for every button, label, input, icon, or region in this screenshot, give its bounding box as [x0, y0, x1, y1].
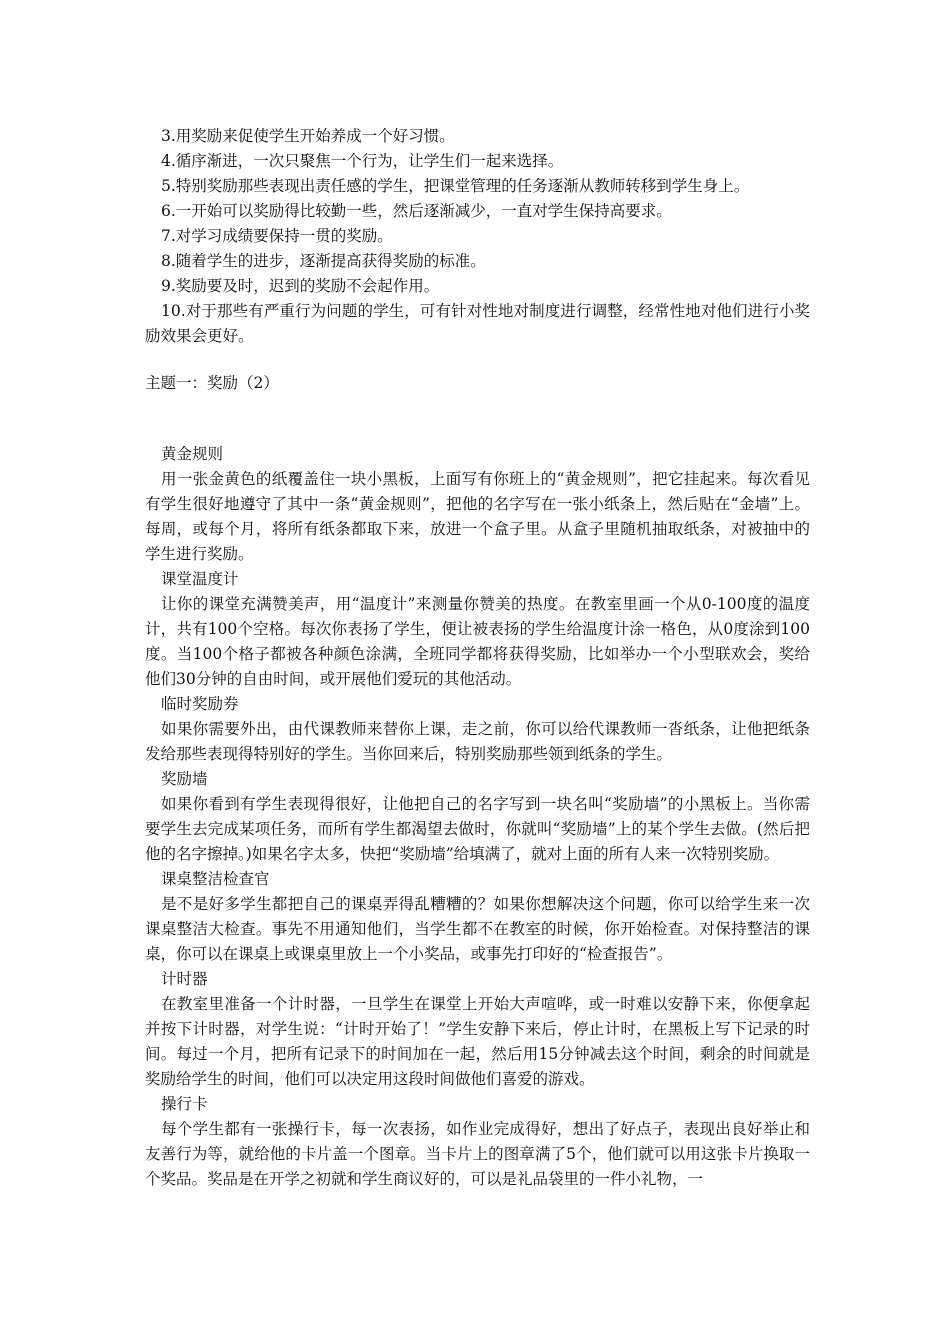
section-heading: 计时器: [161, 970, 208, 988]
section-heading: 奖励墙: [161, 770, 208, 788]
list-item: 9.奖励要及时，迟到的奖励不会起作用。: [161, 277, 440, 295]
section-heading: 黄金规则: [161, 445, 224, 463]
section-heading: 课桌整洁检查官: [161, 870, 270, 888]
section-heading: 临时奖励券: [161, 695, 239, 713]
section-body: 如果你需要外出，由代课教师来替你上课，走之前，你可以给代课教师一沓纸条，让他把纸条发给那些表现得特别好的学生。当你回来后，特别奖励那些领到纸条的学生。: [145, 720, 810, 763]
section-body: 在教室里准备一个计时器，一旦学生在课堂上开始大声喧哗，或一时难以安静下来，你便拿起并按下计时器，对学生说：“计时开始了！”学生安静下来后，停止计时，在黑板上写下记录的时间。每过一个月，把所有记录下的时间加在一起，然后用15分钟减去这个时间，剩余的时间就是奖励给学生的时间，他们可以决定用这段时间做他们喜爱的游戏。: [145, 995, 810, 1088]
section-timer: [145, 967, 810, 1092]
document-page: [145, 124, 810, 1192]
numbered-list: [145, 124, 810, 349]
section-reward-wall: [145, 767, 810, 867]
section-golden-rules: [145, 442, 810, 567]
section-desk-inspector: [145, 867, 810, 967]
section-body: 如果你看到有学生表现得很好，让他把自己的名字写到一块名叫“奖励墙”的小黑板上。当你需要学生去完成某项任务，而所有学生都渴望去做时，你就叫“奖励墙”上的某个学生去做。(然后把他的名字擦掉。)如果名字太多，快把“奖励墙”给填满了，就对上面的所有人来一次特别奖励。: [145, 795, 810, 863]
section-heading: 课堂温度计: [161, 570, 239, 588]
list-item: 5.特别奖励那些表现出责任感的学生，把课堂管理的任务逐渐从教师转移到学生身上。: [161, 177, 750, 195]
section-title: 主题一：奖励（2）: [145, 374, 279, 392]
list-item: 8.随着学生的进步，逐渐提高获得奖励的标准。: [161, 252, 486, 270]
list-item: 6.一开始可以奖励得比较勤一些，然后逐渐减少，一直对学生保持高要求。: [161, 202, 672, 220]
section-temp-coupon: [145, 692, 810, 767]
section-body: 让你的课堂充满赞美声，用“温度计”来测量你赞美的热度。在教室里画一个从0-100度的温度计，共有100个空格。每次你表扬了学生，便让被表扬的学生给温度计涂一格色，从0度涂到100度。当100个格子都被各种颜色涂满，全班同学都将获得奖励，比如举办一个小型联欢会，奖给他们30分钟的自由时间，或开展他们爱玩的其他活动。: [145, 595, 810, 688]
section-body: 是不是好多学生都把自己的课桌弄得乱糟糟的？如果你想解决这个问题，你可以给学生来一次课桌整洁大检查。事先不用通知他们，当学生都不在教室的时候，你开始检查。对保持整洁的课桌，你可以在课桌上或课桌里放上一个小奖品，或事先打印好的“检查报告”。: [145, 895, 810, 963]
list-item: 4.循序渐进，一次只聚焦一个行为，让学生们一起来选择。: [161, 152, 564, 170]
section-body: 每个学生都有一张操行卡，每一次表扬，如作业完成得好，想出了好点子，表现出良好举止和友善行为等，就给他的卡片盖一个图章。当卡片上的图章满了5个，他们就可以用这张卡片换取一个奖品。奖品是在开学之初就和学生商议好的，可以是礼品袋里的一件小礼物，一: [145, 1120, 810, 1188]
list-item: 3.用奖励来促使学生开始养成一个好习惯。: [161, 127, 455, 145]
section-heading: 操行卡: [161, 1095, 208, 1113]
list-item: 7.对学习成绩要保持一贯的奖励。: [161, 227, 393, 245]
section-body: 用一张金黄色的纸覆盖住一块小黑板，上面写有你班上的“黄金规则”，把它挂起来。每次看见有学生很好地遵守了其中一条“黄金规则”，把他的名字写在一张小纸条上，然后贴在“金墙”上。每周，或每个月，将所有纸条都取下来，放进一个盒子里。从盒子里随机抽取纸条，对被抽中的学生进行奖励。: [145, 470, 810, 563]
section-conduct-card: [145, 1092, 810, 1192]
section-class-thermometer: [145, 567, 810, 692]
list-item: 10.对于那些有严重行为问题的学生，可有针对性地对制度进行调整，经常性地对他们进行小奖励效果会更好。: [145, 302, 810, 345]
